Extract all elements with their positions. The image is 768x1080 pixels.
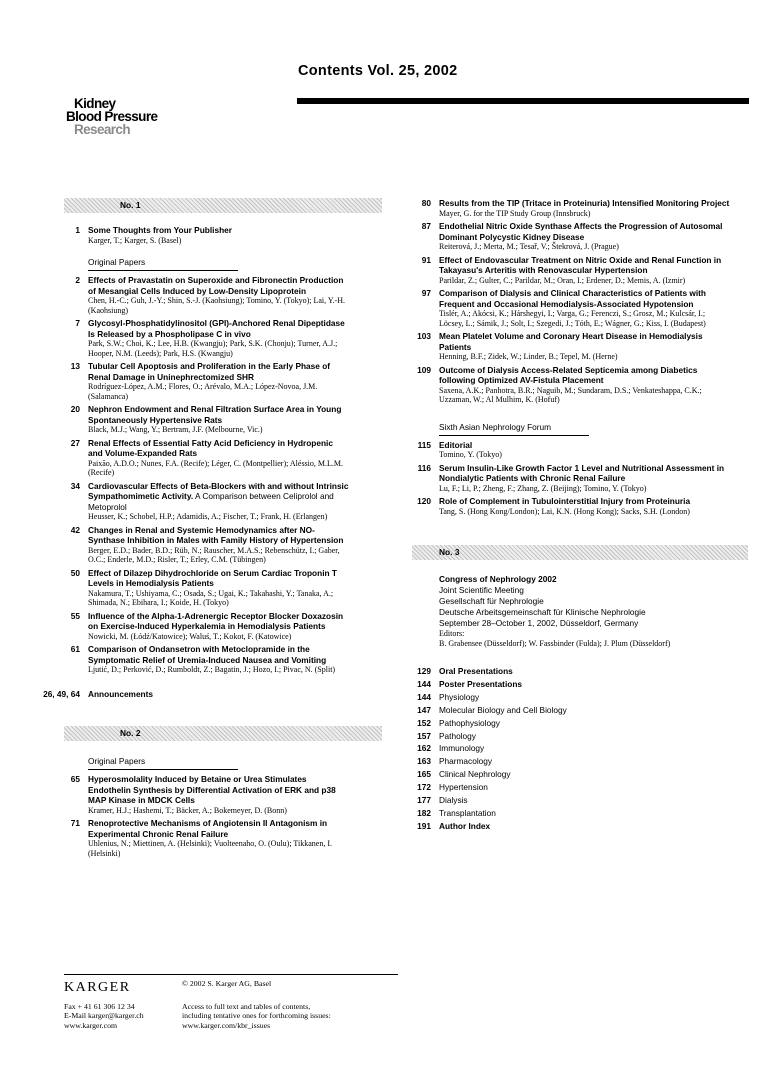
no2-entry-list: [32, 774, 350, 858]
entry-title-text: Comparison of Dialysis and Clinical Characteristics of Patients with Frequent and Occasional Hemodialysis-Associated Hypotension: [439, 288, 706, 309]
entry-title[interactable]: [88, 774, 350, 806]
entry-authors: Lu, F.; Li, P.; Zheng, F.; Zhang, Z. (Beijing); Tomino, Y. (Tokyo): [439, 483, 647, 493]
toc-list-item[interactable]: [412, 704, 730, 717]
logo-line-blood-pressure: Blood Pressure: [66, 109, 158, 124]
access-text: Access to full text and tables of contents,: [182, 1002, 311, 1011]
section-heading: [32, 756, 350, 770]
entry-title-text: Hyperosmolality Induced by Betaine or Urea Stimulates Endothelin Synthesis by Differential Activation of ERK and p38 MAP Kinase in MDCK Cells: [88, 774, 336, 805]
no3-entry-list: [412, 665, 730, 833]
congress-line: Gesellschaft für Nephrologie: [439, 596, 544, 606]
entry-authors: Reiterová, J.; Merta, M.; Tesař, V.; Štekrová, J. (Prague): [439, 242, 619, 251]
website-link[interactable]: www.karger.com: [64, 1020, 118, 1030]
toc-entry[interactable]: [32, 438, 350, 478]
entry-title-text: Effect of Dilazep Dihydrochloride on Serum Cardiac Troponin T Levels in Hemodialysis Patients: [88, 567, 337, 588]
entry-title[interactable]: [88, 644, 350, 665]
congress-line: Joint Scientific Meeting: [439, 585, 524, 595]
page-number: 163: [417, 756, 431, 767]
toc-list-item[interactable]: [412, 665, 730, 678]
page-number: 50: [70, 567, 80, 578]
toc-entry-announcements[interactable]: [32, 689, 350, 700]
entry-authors: Rodríguez-López, A.M.; Flores, O.; Arévalo, M.A.; López-Novoa, J.M. (Salamanca): [88, 382, 318, 401]
congress-line: Deutsche Arbeitsgemeinschaft für Klinische Nephrologie: [439, 607, 646, 617]
toc-list-item[interactable]: [412, 794, 730, 807]
entry-title-text: Outcome of Dialysis Access-Related Septicemia among Diabetics following Optimized AV-Fistula Placement: [439, 364, 698, 385]
list-item-title: Oral Presentations: [439, 666, 513, 676]
page-number: 116: [417, 462, 431, 473]
entry-authors: Mayer, G. for the TIP Study Group (Innsbruck): [439, 208, 591, 218]
toc-entry[interactable]: [32, 481, 350, 522]
entry-title-text: Changes in Renal and Systemic Hemodynamics after NO-Synthase Inhibition in Males with Family History of Hypertension: [88, 524, 344, 545]
entry-title-text: Mean Platelet Volume and Coronary Heart Disease in Hemodialysis Patients: [439, 331, 703, 352]
access-block: [182, 1002, 331, 1030]
entry-authors: Tang, S. (Hong Kong/London); Lai, K.N. (Hong Kong); Sacks, S.H. (London): [439, 506, 690, 516]
entry-authors: Nakamura, T.; Ushiyama, C.; Osada, S.; Ugai, K.; Takahashi, Y.; Tanaka, A.; Shimada, N.; Ebihara, I.; Koide, H. (Tokyo): [88, 588, 334, 607]
publisher-logo: KARGER: [64, 980, 131, 995]
entry-authors: Ljutić, D.; Perković, D.; Rumboldt, Z.; Bagatin, J.; Hozo, I.; Pivac, N. (Split): [88, 665, 336, 674]
entry-authors: Kramer, H.J.; Hashemi, T.; Bäcker, A.; Bokemeyer, D. (Bonn): [88, 805, 287, 815]
page-number: 191: [417, 820, 431, 831]
list-item-title: Clinical Nephrology: [439, 769, 511, 780]
toc-list-item[interactable]: [412, 691, 730, 704]
page-number: 7: [75, 318, 80, 328]
entry-title[interactable]: [88, 818, 350, 839]
entry-title[interactable]: Some Thoughts from Your Publisher: [88, 225, 232, 235]
entry-subtitle: A Comparison between Celiprolol and Metoprolol: [88, 491, 334, 512]
entry-title[interactable]: [88, 438, 350, 459]
issue-heading-no2: No. 2: [64, 726, 382, 741]
entry-title-text: Comparison of Ondansetron with Metoclopramide in the Symptomatic Relief of Uremia-Induced Nausea and Vomiting: [88, 644, 327, 665]
toc-list-item[interactable]: [412, 742, 730, 755]
page-number: 182: [417, 807, 431, 818]
list-item-title: Pathophysiology: [439, 717, 500, 728]
section-heading: [412, 422, 730, 436]
entry-title[interactable]: [439, 440, 730, 451]
editors-names: B. Grabensee (Düsseldorf); W. Fassbinder (Fulda); J. Plum (Düsseldorf): [439, 638, 671, 648]
entry-authors: Tomino, Y. (Tokyo): [439, 450, 502, 459]
entry-title-text: Effect of Endovascular Treatment on Nitric Oxide and Renal Function in Takayasu's Arteritis with Renovascular Hypertension: [439, 254, 722, 275]
page-number: 157: [417, 730, 431, 741]
page-number: 172: [417, 782, 431, 793]
page-number: 129: [417, 666, 431, 676]
page-number: 147: [417, 704, 431, 715]
page-number: 61: [70, 644, 80, 654]
page-number: 87: [421, 221, 431, 231]
page-number: 162: [417, 743, 431, 754]
page-number: 20: [70, 404, 80, 414]
entry-title[interactable]: [439, 288, 730, 309]
toc-entry[interactable]: [32, 318, 350, 358]
list-item-title: Transplantation: [439, 807, 496, 818]
list-item-title: Immunology: [439, 743, 485, 754]
entry-title-text: Serum Insulin-Like Growth Factor 1 Level and Nutritional Assessment in Nondialytic Patients with Chronic Renal Failure: [439, 462, 725, 483]
entry-title[interactable]: [88, 525, 350, 546]
no1-entry-list: [32, 275, 350, 675]
page-number: 152: [417, 717, 431, 728]
entry-title[interactable]: [88, 275, 350, 296]
toc-entry[interactable]: [32, 644, 350, 675]
toc-entry[interactable]: [32, 818, 350, 858]
list-item-title: Dialysis: [439, 795, 468, 806]
page-number: 71: [70, 818, 80, 828]
entry-authors: Park, S.W.; Choi, K.; Lee, H.B. (Kwangju); Park, S.K. (Chonju); Turner, A.J.; Hooper, N.M. (Leeds); Park, H.S. (Kwangju): [88, 339, 338, 358]
entry-title-text: Effects of Pravastatin on Superoxide and Fibronectin Production of Mesangial Cells Induced by Low-Density Lipoprotein: [88, 275, 344, 296]
forum-entry-list: [412, 440, 730, 517]
fax-number: Fax + 41 61 306 12 34: [64, 1002, 135, 1011]
footer-rule: [64, 974, 398, 975]
list-item-title: Hypertension: [439, 782, 488, 793]
list-item-title: Pharmacology: [439, 756, 493, 767]
list-item-title: Author Index: [439, 820, 491, 831]
page-number: 65: [70, 774, 80, 784]
page-number: 26, 49, 64: [43, 688, 80, 699]
entry-authors: Nowicki, M. (Łódź/Katowice); Waluś, T.; Kokot, F. (Katowice): [88, 631, 292, 641]
section-heading: [32, 257, 350, 271]
page-title: Contents Vol. 25, 2002: [298, 63, 458, 79]
toc-entry[interactable]: [412, 496, 730, 516]
toc-entry[interactable]: [412, 198, 730, 218]
congress-title: Congress of Nephrology 2002: [439, 574, 557, 584]
page-number: 55: [70, 610, 80, 621]
entry-authors: Paixão, A.D.O.; Nunes, F.A. (Recife); Léger, C. (Montpellier); Aléssio, M.L.M. (Recife): [88, 458, 343, 477]
entry-title[interactable]: [439, 365, 730, 386]
issue-heading-no1: No. 1: [64, 198, 382, 213]
entry-authors: Saxena, A.K.; Panhotra, B.R.; Naguib, M.; Sundaram, D.S.; Venkateshappa, C.K.; Uzzaman, W.; Al Mulhim, K. (Hofuf): [439, 385, 702, 404]
toc-list-item[interactable]: [412, 730, 730, 743]
header-rule: [297, 98, 749, 104]
page-number: 1: [75, 225, 80, 235]
entry-title[interactable]: [439, 221, 730, 242]
page-number: 80: [421, 198, 431, 208]
entry-title-text: Glycosyl-Phosphatidylinositol (GPI)-Anchored Renal Dipeptidase Is Released by a Phospholipase C in vivo: [88, 318, 345, 339]
toc-entry[interactable]: [412, 440, 730, 460]
toc-list-item[interactable]: [412, 781, 730, 794]
email-link[interactable]: E-Mail karger@karger.ch: [64, 1011, 144, 1021]
toc-entry[interactable]: [32, 404, 350, 435]
toc-entry[interactable]: [412, 463, 730, 494]
entry-title-text: Influence of the Alpha-1-Adrenergic Receptor Blocker Doxazosin on Exercise-Induced Hyperkalemia in Hemodialysis Patients: [88, 610, 344, 631]
toc-list-item[interactable]: [412, 755, 730, 768]
toc-list-item[interactable]: [412, 820, 730, 833]
toc-list-item[interactable]: [412, 678, 730, 691]
section-label: Original Papers: [88, 257, 238, 271]
congress-block: [412, 574, 730, 648]
entry-title[interactable]: [88, 404, 350, 425]
entry-title-text: Nephron Endowment and Renal Filtration Surface Area in Young Spontaneously Hypertensive Rats: [88, 404, 342, 425]
list-item-title: Physiology: [439, 691, 480, 702]
entry-authors: Chen, H.-C.; Guh, J.-Y.; Shin, S.-J. (Kaohsiung); Tomino, Y. (Tokyo); Lai, Y.-H. (Kaohsiung): [88, 296, 346, 315]
entry-authors: Heusser, K.; Schobel, H.P.; Adamidis, A.; Fischer, T.; Frank, H. (Erlangen): [88, 512, 328, 521]
entry-title-text: Cardiovascular Effects of Beta-Blockers with and without Intrinsic Sympathomimetic Activity.: [88, 480, 349, 501]
page-number: 2: [75, 275, 80, 285]
entry-authors: Karger, T.; Karger, S. (Basel): [88, 235, 182, 245]
toc-entry[interactable]: [32, 611, 350, 642]
entry-title[interactable]: [88, 481, 350, 513]
page-number: 144: [417, 691, 431, 702]
right-column: [412, 195, 730, 833]
section-label: Original Papers: [88, 756, 238, 770]
issue-heading-no3: No. 3: [412, 545, 748, 560]
entry-authors: Parildar, Z.; Gulter, C.; Parildar, M.; Oran, I.; Erdener, D.; Memis, A. (Izmir): [439, 275, 686, 285]
toc-entry[interactable]: [32, 225, 350, 245]
toc-list-item[interactable]: [412, 768, 730, 781]
entry-title[interactable]: [439, 331, 730, 352]
toc-entry[interactable]: [412, 221, 730, 252]
copyright: © 2002 S. Karger AG, Basel: [182, 979, 272, 988]
logo-line-research: Research: [74, 122, 130, 137]
toc-entry[interactable]: [412, 288, 730, 328]
list-item-title: Molecular Biology and Cell Biology: [439, 704, 567, 715]
toc-entry[interactable]: [32, 774, 350, 815]
page-number: 97: [421, 288, 431, 298]
toc-entry[interactable]: [32, 361, 350, 401]
entry-title[interactable]: [439, 198, 730, 209]
list-item-title: Poster Presentations: [439, 678, 522, 689]
entry-title[interactable]: [88, 361, 350, 382]
entry-title[interactable]: [439, 463, 730, 484]
entry-title-text: Renoprotective Mechanisms of Angiotensin II Antagonism in Experimental Chronic Renal Failure: [88, 818, 328, 839]
right-entry-list: [412, 198, 730, 405]
entry-title-text: Tubular Cell Apoptosis and Proliferation in the Early Phase of Renal Damage in Uninephrectomized SHR: [88, 361, 331, 382]
toc-entry[interactable]: [32, 568, 350, 608]
entry-authors: Tislér, A.; Akócsi, K.; Hárshegyi, I.; Varga, G.; Ferenczi, S.; Grosz, M.; Kulcsár, I.; Löcsey, L.; Sámik, J.; Solt, I.; Szegedi, J.; Tóth, E.; Wágner, G.; Kiss, I. (Budapest): [439, 309, 706, 328]
page-number: 13: [70, 361, 80, 371]
entry-authors: Black, M.J.; Wang, Y.; Bertram, J.F. (Melbourne, Vic.): [88, 425, 263, 434]
entry-title-text: Endothelial Nitric Oxide Synthase Affects the Progression of Autosomal Dominant Polycystic Kidney Disease: [439, 221, 723, 242]
issues-link[interactable]: www.karger.com/kbr_issues: [182, 1020, 271, 1030]
entry-title[interactable]: Announcements: [88, 688, 153, 699]
page-number: 91: [421, 254, 431, 265]
editors-label: Editors:: [439, 629, 465, 638]
page-number: 177: [417, 795, 431, 806]
logo-line-kidney: Kidney: [74, 96, 116, 111]
toc-entry[interactable]: [412, 255, 730, 286]
entry-title[interactable]: [439, 496, 730, 507]
entry-authors: Berger, E.D.; Bader, B.D.; Rüb, N.; Rauscher, M.A.S.; Rebenschütz, I.; Gaber, O.C.; Enderle, M.D.; Risler, T.; Erley, C.M. (Tübingen): [88, 545, 340, 564]
entry-authors: Uhlenius, N.; Miettinen, A. (Helsinki); Vuolteenaho, O. (Oulu); Tikkanen, I. (Helsinki): [88, 839, 333, 858]
entry-title-text: Editorial: [439, 439, 473, 450]
entry-title-text: Renal Effects of Essential Fatty Acid Deficiency in Hydropenic and Volume-Expanded Rats: [88, 437, 333, 458]
page-number: 109: [417, 364, 431, 375]
page-number: 115: [417, 439, 431, 450]
entry-title[interactable]: [88, 568, 350, 589]
page-number: 34: [70, 480, 80, 491]
toc-list-item[interactable]: [412, 717, 730, 730]
page-number: 42: [70, 524, 80, 535]
page-number: 144: [417, 678, 431, 689]
contact-block: [64, 1002, 144, 1030]
page-number: 165: [417, 769, 431, 780]
entry-title-text: Role of Complement in Tubulointerstitial Injury from Proteinuria: [439, 496, 691, 506]
page-number: 120: [417, 496, 431, 506]
congress-dates: September 28–October 1, 2002, Düsseldorf, Germany: [439, 618, 639, 628]
access-text: including tentative ones for forthcoming issues:: [182, 1011, 331, 1021]
journal-logo: [66, 97, 157, 136]
entry-authors: Henning, B.F.; Zidek, W.; Linder, B.; Tepel, M. (Herne): [439, 352, 618, 361]
left-column: [32, 198, 350, 858]
toc-entry[interactable]: [32, 275, 350, 315]
toc-list-item[interactable]: [412, 807, 730, 820]
entry-title[interactable]: [439, 255, 730, 276]
toc-entry[interactable]: [412, 365, 730, 405]
entry-title[interactable]: [88, 611, 350, 632]
toc-entry[interactable]: [412, 331, 730, 362]
section-label: Sixth Asian Nephrology Forum: [439, 422, 589, 436]
page-number: 103: [417, 331, 431, 341]
page-number: 27: [70, 437, 80, 448]
entry-title-text: Results from the TIP (Tritace in Proteinuria) Intensified Monitoring Project: [439, 198, 730, 208]
list-item-title: Pathology: [439, 730, 476, 741]
entry-title[interactable]: [88, 318, 350, 339]
toc-entry[interactable]: [32, 525, 350, 565]
